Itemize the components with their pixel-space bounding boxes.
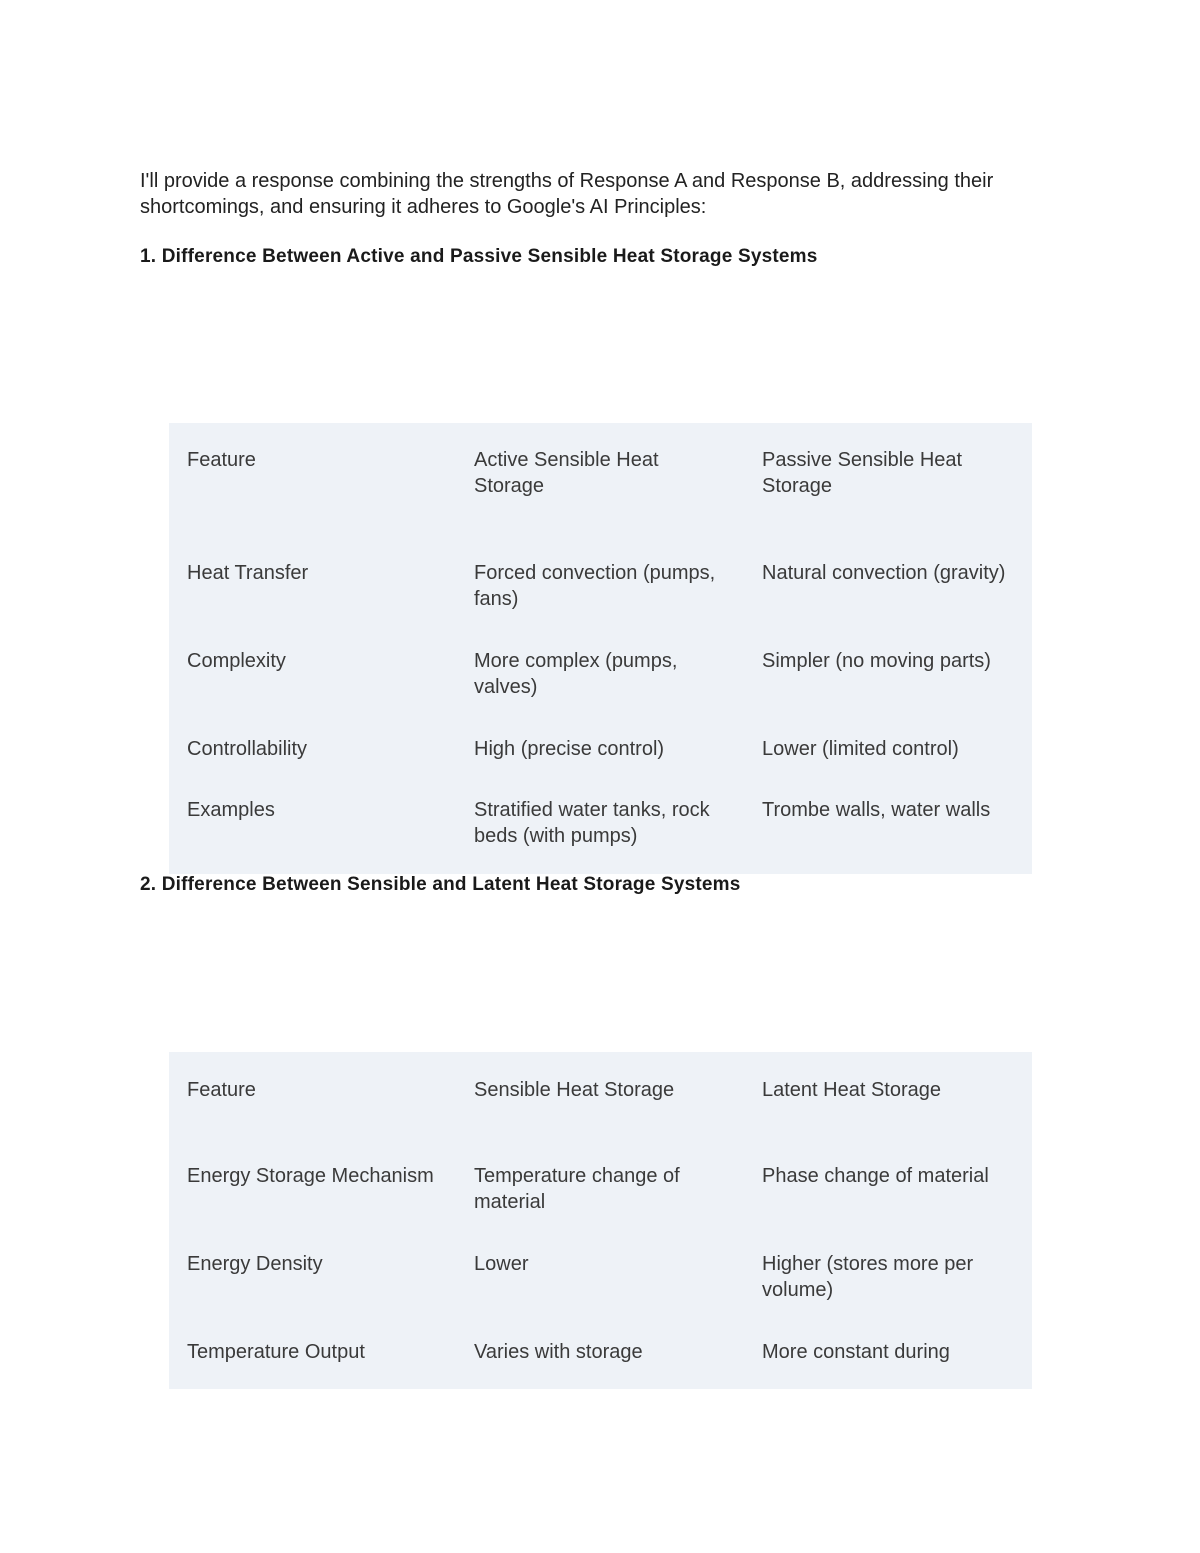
table-header-cell: Passive Sensible Heat Storage xyxy=(762,449,963,497)
table-cell: Complexity xyxy=(187,650,286,672)
table-cell: More constant during xyxy=(762,1341,950,1363)
table-cell: Temperature change of material xyxy=(474,1165,680,1213)
table-header-cell: Feature xyxy=(187,1079,256,1101)
table-cell: Lower (limited control) xyxy=(762,738,959,760)
table-cell: Higher (stores more per volume) xyxy=(762,1253,974,1301)
table-header-cell: Feature xyxy=(187,449,256,471)
table-cell: Lower xyxy=(474,1253,529,1275)
table-cell: Energy Storage Mechanism xyxy=(187,1165,434,1187)
comparison-table-sensible-latent xyxy=(169,1052,1032,1389)
table-cell: Heat Transfer xyxy=(187,562,309,584)
table-cell: Controllability xyxy=(187,738,308,760)
intro-paragraph: I'll provide a response combining the strengths of Response A and Response B, addressing their shortcomings, and ensuring it adheres to Google's AI Principles: xyxy=(140,170,994,218)
table-cell: Simpler (no moving parts) xyxy=(762,650,991,672)
table-cell: Examples xyxy=(187,799,275,821)
table-cell: Temperature Output xyxy=(187,1341,365,1363)
table-cell: Phase change of material xyxy=(762,1165,989,1187)
table-cell: More complex (pumps, valves) xyxy=(474,650,678,698)
table-header-cell: Active Sensible Heat Storage xyxy=(474,449,659,497)
comparison-table-active-passive xyxy=(169,423,1032,874)
table-header-cell: Sensible Heat Storage xyxy=(474,1079,675,1101)
table-cell: Energy Density xyxy=(187,1253,323,1275)
table-cell: Natural convection (gravity) xyxy=(762,562,1006,584)
table-header-cell: Latent Heat Storage xyxy=(762,1079,942,1101)
section-1-heading: 1. Difference Between Active and Passive Sensible Heat Storage Systems xyxy=(140,246,818,267)
table-cell: Forced convection (pumps, fans) xyxy=(474,562,716,610)
table-cell: Stratified water tanks, rock beds (with pumps) xyxy=(474,799,710,847)
table-cell: Trombe walls, water walls xyxy=(762,799,991,821)
table-cell: High (precise control) xyxy=(474,738,665,760)
section-2-heading: 2. Difference Between Sensible and Latent Heat Storage Systems xyxy=(140,874,741,895)
table-cell: Varies with storage xyxy=(474,1341,643,1363)
